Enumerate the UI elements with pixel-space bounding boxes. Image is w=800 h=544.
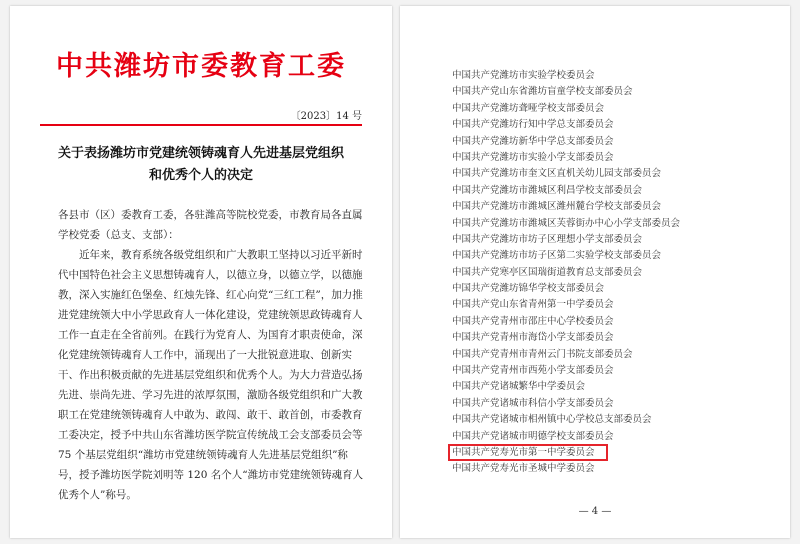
organization-item: 中国共产党潍坊市坊子区第二实验学校支部委员会 — [452, 250, 662, 262]
organization-item: 中国共产党潍坊市潍城区潍州麓台学校支部委员会 — [452, 201, 662, 213]
organization-item: 中国共产党潍坊市实验小学支部委员会 — [452, 151, 614, 163]
organization-item-highlighted: 中国共产党寿光市第一中学委员会 — [452, 445, 680, 461]
organization-item: 中国共产党潍坊市潍城区利昌学校支部委员会 — [452, 184, 643, 196]
title-line-1: 关于表扬潍坊市党建统领铸魂育人先进基层党组织 — [57, 146, 344, 161]
title-line-2: 和优秀个人的决定 — [148, 168, 253, 183]
organization-item: 中国共产党潍坊聋哑学校支部委员会 — [452, 102, 605, 114]
page-number: — 4 — — [578, 506, 612, 517]
organization-item: 中国共产党潍坊市实验学校委员会 — [452, 70, 595, 81]
organization-item: 中国共产党诸城市相州镇中心学校总支部委员会 — [452, 414, 652, 426]
organization-item: 中国共产党潍坊市奎文区直机关幼儿园支部委员会 — [452, 168, 662, 180]
salutation-paragraph: 各县市（区）委教育工委，各驻潍高等院校党委，市教育局各直属学校党委（总支、支部）： — [58, 209, 363, 241]
organization-item: 中国共产党诸城市明德学校支部委员会 — [452, 430, 614, 442]
document-page-left — [10, 6, 392, 538]
red-divider-line — [40, 124, 362, 126]
organization-item: 中国共产党潍坊新华中学总支部委员会 — [452, 135, 614, 147]
organization-item: 中国共产党山东省青州第一中学委员会 — [452, 299, 614, 311]
organization-item: 中国共产党青州市海岱小学支部委员会 — [452, 332, 614, 344]
organization-item: 中国共产党寒亭区国瑞街道教育总支部委员会 — [452, 266, 643, 278]
red-header-title: 中共潍坊市委教育工委 — [56, 51, 346, 82]
organization-item: 中国共产党寿光市圣城中学委员会 — [452, 463, 595, 475]
organization-item: 中国共产党诸城市科信小学支部委员会 — [452, 397, 614, 409]
organization-item: 中国共产党青州市西苑小学支部委员会 — [452, 365, 614, 377]
document-title — [10, 143, 392, 187]
organization-item: 中国共产党潍坊市潍城区芙蓉街办中心小学支部委员会 — [452, 217, 681, 229]
organization-item: 中国共产党诸城繁华中学委员会 — [452, 381, 586, 393]
document-number: 〔2023〕14 号 — [290, 111, 362, 122]
organization-item: 中国共产党青州市青州云门书院支部委员会 — [452, 348, 633, 360]
organization-item: 中国共产党潍坊市坊子区理想小学支部委员会 — [452, 233, 643, 245]
body-paragraph: 近年来，教育系统各级党组织和广大教职工坚持以习近平新时代中国特色社会主义思想铸魂育人，以德立身，以德立学，以德施教，深入实施红色堡垒、红烛先锋、红心向党“三红工程”，加力推进党建统领大中小学思政育人一体化建设，党建统领思政铸魂育人工作一直走在全省前列。在践行为党育人、为国育才职责使命，深化党建统领铸魂育人工作中，涌现出了一大批锐意进取、创新实干、作出积极贡献的先进基层党组织和优秀个人。为大力营造弘扬先进、崇尚先进、学习先进的浓厚氛围，激励各级党组织和广大教职工在党建统领铸魂育人中敢为、敢闯、敢干、敢首创，市委教育工委决定，授予中共山东省潍坊医学院宣传统战工会支部委员会等 75 个基层党组织“潍坊市党建统领铸魂育人先进基层党组织”称号，授予潍坊医学院刘明等 120 名个人“潍坊市党建统领铸魂育人优秀个人”称号。 — [58, 249, 364, 501]
organization-item: 中国共产党潍坊行知中学总支部委员会 — [452, 119, 614, 131]
organization-item: 中国共产党潍坊锦华学校支部委员会 — [452, 283, 605, 295]
organization-list — [452, 68, 680, 478]
organization-item: 中国共产党青州市邵庄中心学校委员会 — [452, 315, 614, 327]
document-page-right — [400, 6, 790, 538]
document-body — [58, 205, 368, 505]
organization-item: 中国共产党山东省潍坊盲童学校支部委员会 — [452, 86, 633, 98]
